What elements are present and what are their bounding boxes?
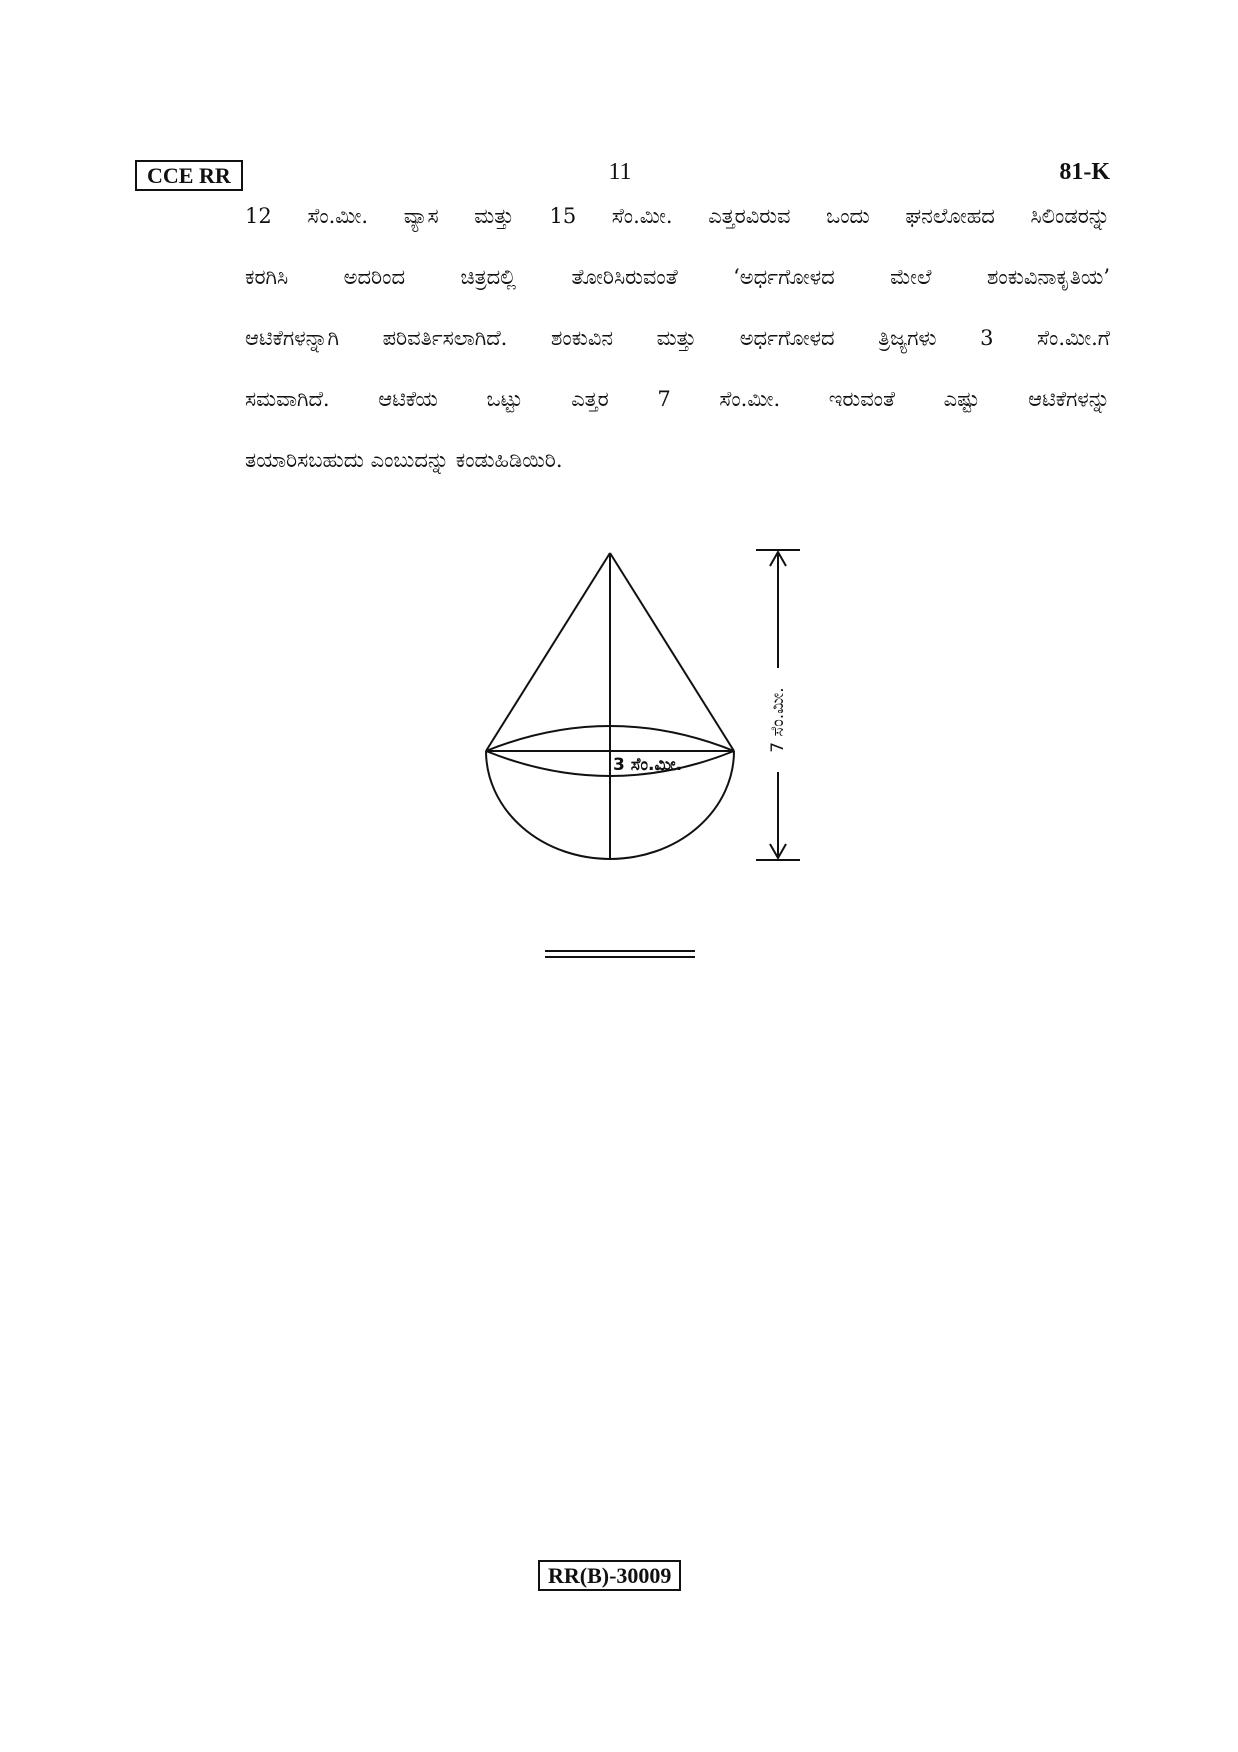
radius-label: 3 ಸೆಂ.ಮೀ. [613, 755, 683, 775]
height-label: 7 ಸೆಂ.ಮೀ. [768, 687, 788, 753]
question-line: ಕರಗಿಸಿ ಅದರಿಂದ ಚಿತ್ರದಲ್ಲಿ ತೋರಿಸಿರುವಂತೆ ‘ಅರ್ಧಗೋಳದ ಮೇಲೆ ಶಂಕುವಿನಾಕೃತಿಯ’ [245, 265, 1110, 289]
footer-code-box [538, 1560, 681, 1591]
cone-left-edge [486, 553, 610, 751]
header-code-text: CCE RR [147, 163, 231, 188]
question-line: 12 ಸೆಂ.ಮೀ. ವ್ಯಾಸ ಮತ್ತು 15 ಸೆಂ.ಮೀ. ಎತ್ತರವಿರುವ ಒಂದು ಘನಲೋಹದ ಸಿಲಿಂಡರನ್ನು [245, 204, 1110, 228]
question-line: ತಯಾರಿಸಬಹುದು ಎಂಬುದನ್ನು ಕಂಡುಹಿಡಿಯಿರಿ. [245, 448, 563, 472]
footer-code-text: RR(B)-30009 [548, 1563, 672, 1588]
question-line: ಆಟಿಕೆಗಳನ್ನಾಗಿ ಪರಿವರ್ತಿಸಲಾಗಿದೆ. ಶಂಕುವಿನ ಮತ್ತು ಅರ್ಧಗೋಳದ ತ್ರಿಜ್ಯಗಳು 3 ಸೆಂ.ಮೀ.ಗೆ [245, 326, 1110, 350]
cone-on-hemisphere-figure [470, 540, 830, 880]
header-code-box [135, 160, 243, 191]
paper-code: 81-K [1059, 159, 1110, 185]
end-of-question-rule [545, 950, 695, 958]
question-text [245, 196, 1110, 501]
cone-right-edge [610, 553, 734, 751]
page-number: 11 [608, 159, 632, 185]
question-line: ಸಮವಾಗಿದೆ. ಆಟಿಕೆಯ ಒಟ್ಟು ಎತ್ತರ 7 ಸೆಂ.ಮೀ. ಇರುವಂತೆ ಎಷ್ಟು ಆಟಿಕೆಗಳನ್ನು [245, 387, 1110, 411]
